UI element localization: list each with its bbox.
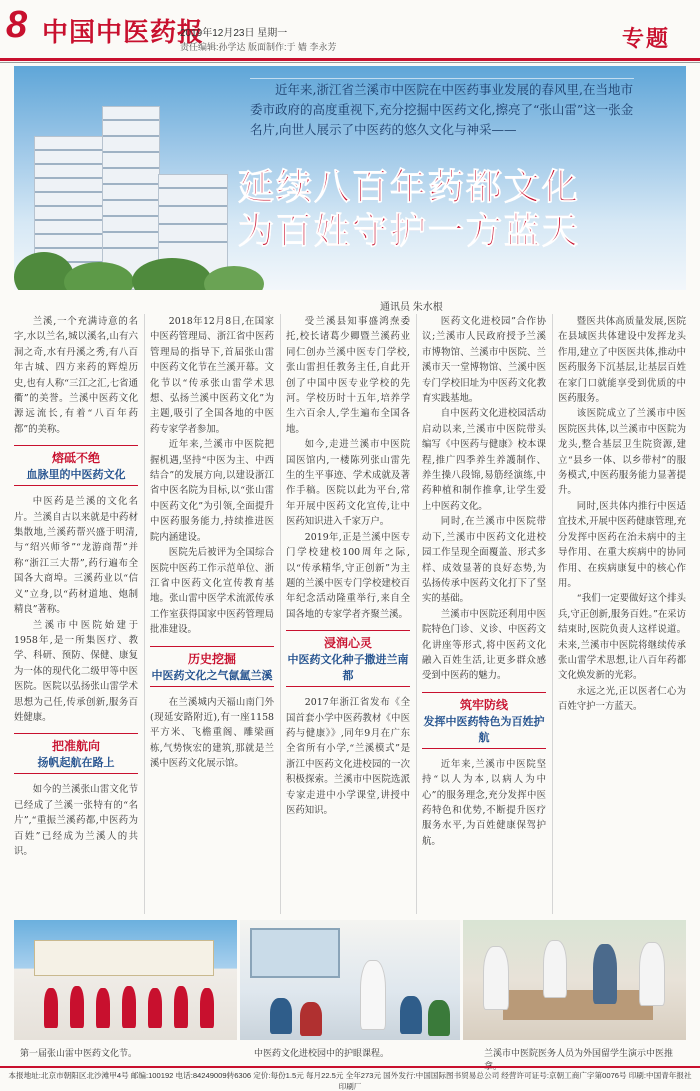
paragraph: 近年来,兰溪市中医院坚持“以人为本,以病人为中心”的服务理念,充分发挥中医药特色和优势,不断提升医疗服务水平,为百姓健康保驾护航。 [422, 758, 546, 847]
photo-strip [14, 920, 686, 1040]
subheading-title: 扬帆起航在路上 [37, 756, 115, 770]
paragraph: 永远之光,正以医者仁心为百姓守护一方蓝天。 [558, 685, 686, 713]
column-3 [286, 314, 410, 916]
subheading [150, 646, 274, 687]
photo-caption: 中医药文化进校园中的护眼课程。 [254, 1049, 390, 1059]
header-thin-rule [0, 62, 700, 63]
photo-caption: 兰溪市中医院医务人员为外国留学生演示中医推拿。 [484, 1049, 674, 1072]
paragraph: 暨医共体高质量发展,医院在县域医共体建设中发挥龙头作用,建立了中医医共体,推动中医药服务下沉基层,让基层百姓在家门口就能享受到优质的中医药服务。 [558, 316, 686, 405]
paragraph: 医院先后被评为全国综合医院中医药工作示范单位、浙江省中医药文化宣传教育基地。张山雷中医学术流派传承工作室获得国家中医药管理局批准建设。 [150, 547, 274, 636]
masthead [0, 0, 700, 64]
paragraph: 2018年12月8日,在国家中医药管理局、浙江省中医药管理局的指导下,首届张山雷中医药文化节在兰溪开幕。文化节以“传承张山雷学术思想、弘扬兰溪中医药文化”为主题,吸引了全国各地的中医药专家学者参加。 [150, 316, 274, 435]
paragraph: 同时,医共体内推行中医适宜技术,开展中医药健康管理,充分发挥中医药在治未病中的主导作用、在重大疾病中的协同作用、在疾病康复中的核心作用。 [558, 500, 686, 589]
massage-demo-photo [463, 920, 686, 1040]
paragraph: 如今,走进兰溪市中医院国医馆内,一楼陈列张山雷先生的生平事迹、学术成就及著作手稿。医院以此为平台,常年开展中医药文化宣传,让中医药知识进入千家万户。 [286, 439, 410, 528]
paragraph: 近年来,兰溪市中医院把握机遇,坚持“中医为主、中西结合”的发展方向,以建设浙江省中医名院为目标,以“张山雷中医药文化”为引领,全面提升中医药服务能力,持续推进医院内涵建设。 [150, 439, 274, 543]
headline-line-1: 延续八百年药都文化 [238, 167, 581, 208]
column-divider [416, 314, 417, 914]
paragraph: 中医药是兰溪的文化名片。兰溪自古以来就是中药材集散地,兰溪药帮兴盛于明清,与“绍兴师爷”“龙游商帮”并称“浙江三大帮”,药行遍布全国各大商埠。三溪药业以“信义”立身,以“药材道地、炮制精良”著称。 [14, 496, 138, 616]
footer-info: 本报地址:北京市朝阳区北沙滩甲4号 邮编:100192 电话:84249009转6306 定价:每份1.5元 每月22.5元 全年273元 国外发行:中国国际图书贸易总公司 经营许可证号:京朝工商广字第0076号 印刷:中国青年报社印刷厂 [0, 1066, 700, 1091]
subheading-title: 中医药文化之气氤氲兰溪 [151, 668, 273, 682]
paragraph: 医药文化进校园”合作协议;兰溪市人民政府授予兰溪市博物馆、兰溪市中医院、兰溪市天一堂博物馆、兰溪中医专门学校旧址为中医药文化教育实践基地。 [422, 316, 546, 405]
classroom-photo [240, 920, 460, 1040]
paragraph: 兰溪市中医院始建于1958年,是一所集医疗、教学、科研、预防、保健、康复为一体的现代化二级甲等中医医院。医院以弘扬张山雷学术思想为己任,传承创新,服务百姓健康。 [14, 619, 138, 723]
paragraph: 受兰溪县知事盛鸿焘委托,校长诸葛少卿暨兰溪药业同仁创办兰溪中医专门学校,张山雷担任教务主任,自此开创了中国中医专业学校的先河。学校历时十五年,培养学生六百余人,学生遍布全国各地。 [286, 316, 410, 435]
main-headline [238, 166, 580, 254]
festival-stage-photo [14, 920, 237, 1040]
issue-date: 2019年12月23日 星期一 [180, 28, 288, 39]
paragraph: 2017年浙江省发布《全国首套小学中医药教材《中医药与健康》》,同年9月在广东全省所有小学,“兰溪模式”是浙江中医药文化进校园的一次积极探索。兰溪市中医院选派专家走进中小学课堂,讲授中医药知识。 [286, 697, 410, 816]
column-divider [144, 314, 145, 914]
photo-caption: 第一届张山雷中医药文化节。 [20, 1049, 138, 1059]
subheading [14, 445, 138, 486]
byline: 通讯员 朱水根 [380, 302, 443, 313]
paragraph: 同时,在兰溪市中医院带动下,兰溪市中医药文化进校园工作呈现全面覆盖、形式多样、成效显著的良好态势,为弘扬传承中医药文化打下了坚实的基础。 [422, 516, 546, 605]
page-number: 8 [6, 4, 28, 46]
subheading-title: 中医药文化种子撒进兰南都 [287, 653, 409, 683]
article-body [14, 314, 686, 916]
headline-line-2: 为百姓守护一方蓝天 [238, 211, 581, 252]
hero-banner [14, 66, 686, 290]
subheading [286, 630, 410, 687]
column-divider [280, 314, 281, 914]
header-rule [0, 58, 700, 61]
subheading-kicker: 把准航向 [51, 739, 100, 754]
subheading-title: 血脉里的中医药文化 [26, 468, 126, 482]
paragraph: 如今的兰溪张山雷文化节已经成了兰溪一张特有的“名片”,“重振兰溪药都,中医药为百姓”已经成为兰溪人的共识。 [14, 784, 138, 857]
subheading-kicker: 熔砥不绝 [51, 451, 100, 466]
subheading-kicker: 筑牢防线 [459, 697, 508, 712]
section-title: 专题 [621, 26, 670, 52]
photo-captions [14, 1044, 686, 1072]
paragraph: 自中医药文化进校园活动启动以来,兰溪市中医院带头编写《中医药与健康》校本课程,推广四季养生养護制作、养生操八段锦,易筋经演练,中药种植和制作推拿,让学生爱上中医药文化。 [422, 408, 546, 512]
paragraph: “我们一定要做好这个排头兵,守正创新,服务百姓。”在采访结束时,医院负责人这样说道。未来,兰溪市中医院将继续传承张山雷学术思想,让八百年药都文化焕发新的光彩。 [558, 593, 686, 682]
paragraph: 该医院成立了兰溪市中医医院医共体,以兰溪市中医院为龙头,整合基层卫生院资源,建立“县乡一体、以乡带村”的服务模式,中医药服务能力显著提升。 [558, 408, 686, 497]
paragraph: 兰溪,一个充满诗意的名字,水以兰名,城以溪名,山有六洞之奇,水有丹溪之秀,有八百年古城、四方来药的辉煌历史,也有人称“三江之汇,七省通衢”的美誉。兰溪中医药文化源远流长,有着“八百年药都”的美称。 [14, 316, 138, 435]
subheading-kicker: 历史挖掘 [187, 651, 236, 666]
column-2 [150, 314, 274, 916]
subheading [422, 692, 546, 749]
paragraph: 兰溪市中医院还利用中医院特色门诊、义诊、中医药文化讲座等形式,将中医药文化融入百姓生活,让更多群众感受到中医药的魅力。 [422, 608, 546, 682]
paragraph: 在兰溪城内天福山南门外(现延安路附近),有一座1158平方米、飞檐重阁、雕梁画栋,气势恢宏的建筑,那就是兰溪中医药文化展示馆。 [150, 696, 274, 770]
newspaper-logo: 中国中医药报 [42, 18, 205, 48]
subheading [14, 733, 138, 774]
column-4 [422, 314, 546, 916]
subheading-title: 发挥中医药特色为百姓护航 [423, 714, 545, 744]
editor-credits: 责任编辑:孙学达 版面制作:于 嫱 李永芳 [180, 42, 337, 52]
column-1 [14, 314, 138, 916]
lead-paragraph: 近年来,浙江省兰溪市中医院在中医药事业发展的春风里,在当地市委市政府的高度重视下,充分挖掘中医药文化,擦亮了“张山雷”这一张金名片,向世人展示了中医药的悠久文化与神采—— [250, 82, 634, 137]
column-divider [552, 314, 553, 914]
lead-divider [250, 78, 634, 79]
paragraph: 2019年,正是兰溪中医专门学校建校100周年之际,以“传承精华,守正创新”为主题的兰溪中医专门学校建校百年纪念活动隆重举行,来自全国各地的专家学者齐聚兰溪。 [286, 531, 410, 620]
column-5 [558, 314, 686, 916]
subheading-kicker: 浸润心灵 [323, 636, 372, 651]
